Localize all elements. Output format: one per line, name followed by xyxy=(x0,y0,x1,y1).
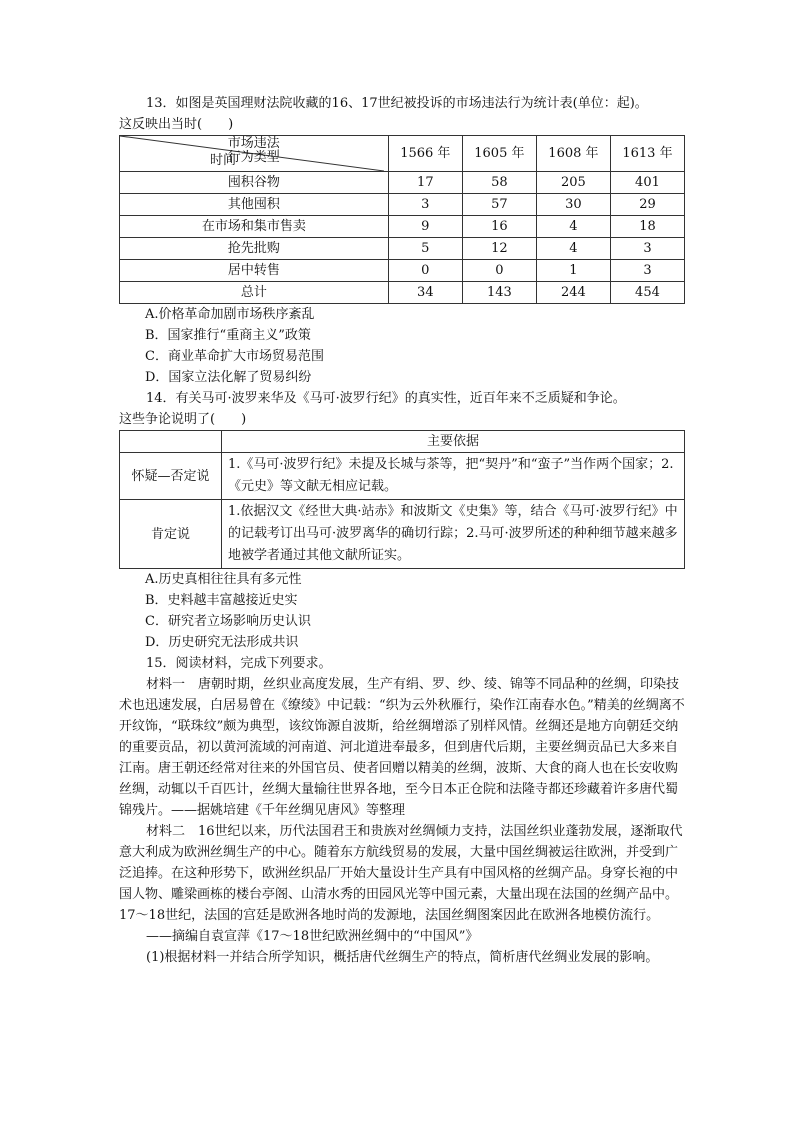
q14-option-a[interactable]: A.历史真相往往具有多元性 xyxy=(145,572,302,587)
q14-table xyxy=(119,430,685,569)
cell-value: 3 xyxy=(610,260,684,282)
cell-value: 4 xyxy=(536,216,610,238)
row-label: 肯定说 xyxy=(120,500,222,569)
cell-value: 17 xyxy=(388,172,462,194)
table-row xyxy=(120,500,685,569)
q14-stem-line2: 这些争论说明了( ) xyxy=(119,412,247,427)
q13-stem-line1: 13．如图是英国理财法院收藏的16、17世纪被投诉的市场违法行为统计表(单位：起)。 xyxy=(146,96,648,111)
row-label: 总计 xyxy=(120,282,389,304)
table-row xyxy=(120,172,685,194)
year-header: 1608 年 xyxy=(536,136,610,172)
exam-page xyxy=(119,93,685,968)
row-text: 1.《马可·波罗行纪》未提及长城与茶等，把“契丹”和“蛮子”当作两个国家；2.《元史》等文献无相应记载。 xyxy=(222,453,685,500)
table-corner-header xyxy=(120,136,389,172)
cell-value: 58 xyxy=(462,172,536,194)
cell-value: 12 xyxy=(462,238,536,260)
q13-option-c[interactable]: C．商业革命扩大市场贸易范围 xyxy=(145,349,324,364)
table-row xyxy=(120,194,685,216)
table-row xyxy=(120,453,685,500)
corner-mid-label: 行为类型 xyxy=(227,150,280,165)
row-label: 居中转售 xyxy=(120,260,389,282)
table-row xyxy=(120,238,685,260)
q13-table xyxy=(119,135,685,304)
cell-value: 4 xyxy=(536,238,610,260)
q14-stem-line1: 14．有关马可·波罗来华及《马可·波罗行纪》的真实性，近百年来不乏质疑和争论。 xyxy=(146,391,626,406)
cell-value: 30 xyxy=(536,194,610,216)
table-row xyxy=(120,260,685,282)
cell-value: 57 xyxy=(462,194,536,216)
year-header: 1566 年 xyxy=(388,136,462,172)
cell-value: 205 xyxy=(536,172,610,194)
corner-top-label: 市场违法 xyxy=(227,136,280,151)
row-label: 抢先批购 xyxy=(120,238,389,260)
q13-option-d[interactable]: D．国家立法化解了贸易纠纷 xyxy=(145,370,312,385)
q14-option-d[interactable]: D．历史研究无法形成共识 xyxy=(145,635,299,650)
year-header: 1605 年 xyxy=(462,136,536,172)
q15-material2: 材料二 16世纪以来，历代法国君王和贵族对丝绸倾力支持，法国丝织业蓬勃发展，逐渐取代意大利成为欧洲丝绸生产的中心。随着东方航线贸易的发展，大量中国丝绸被运往欧洲，并受到广泛追捧。在这种形势下，欧洲丝织品厂开始大量设计生产具有中国风格的丝绸产品。身穿长袍的中国人物、雕梁画栋的楼台亭阁、山清水秀的田园风光等中国元素，大量出现在法国的丝绸产品中。17～18世纪，法国的宫廷是欧洲各地时尚的发源地，法国丝绸图案因此在欧洲各地模仿流行。 xyxy=(119,824,683,923)
cell-value: 244 xyxy=(536,282,610,304)
cell-value: 3 xyxy=(388,194,462,216)
empty-header-cell xyxy=(120,431,222,453)
row-label: 在市场和集市售卖 xyxy=(120,216,389,238)
cell-value: 9 xyxy=(388,216,462,238)
cell-value: 34 xyxy=(388,282,462,304)
q15-stem: 15．阅读材料，完成下列要求。 xyxy=(146,656,332,671)
cell-value: 0 xyxy=(462,260,536,282)
cell-value: 5 xyxy=(388,238,462,260)
row-label: 怀疑—否定说 xyxy=(120,453,222,500)
q14-option-c[interactable]: C．研究者立场影响历史认识 xyxy=(145,614,311,629)
cell-value: 16 xyxy=(462,216,536,238)
cell-value: 1 xyxy=(536,260,610,282)
q13-option-a[interactable]: A.价格革命加剧市场秩序紊乱 xyxy=(145,307,315,322)
cell-value: 29 xyxy=(610,194,684,216)
cell-value: 18 xyxy=(610,216,684,238)
cell-value: 401 xyxy=(610,172,684,194)
corner-left-label: 时间 xyxy=(210,153,237,168)
cell-value: 454 xyxy=(610,282,684,304)
q13-option-b[interactable]: B．国家推行“重商主义”政策 xyxy=(145,328,311,343)
row-label: 其他囤积 xyxy=(120,194,389,216)
cell-value: 0 xyxy=(388,260,462,282)
q15-source2: ——摘编自袁宣萍《17～18世纪欧洲丝绸中的“中国风”》 xyxy=(146,929,479,944)
q15-question1: (1)根据材料一并结合所学知识，概括唐代丝绸生产的特点，简析唐代丝绸业发展的影响。 xyxy=(146,950,659,965)
cell-value: 143 xyxy=(462,282,536,304)
cell-value: 3 xyxy=(610,238,684,260)
q13-stem-line2: 这反映出当时( ) xyxy=(119,117,234,132)
q15-material1: 材料一 唐朝时期，丝织业高度发展，生产有绢、罗、纱、绫、锦等不同品种的丝绸，印染技术也迅速发展，白居易曾在《缭绫》中记载：“织为云外秋雁行，染作江南春水色。”精美的丝绸离不开纹饰，“联珠纹”颇为典型，该纹饰源自波斯，给丝绸增添了别样风情。丝绸还是地方向朝廷交纳的重要贡品，初以黄河流域的河南道、河北道进奉最多，但到唐代后期，主要丝绸贡品已大多来自江南。唐王朝还经常对往来的外国官员、使者回赠以精美的丝绸，波斯、大食的商人也在长安收购丝绸，动辄以千百匹计，丝绸大量输往世界各地，至今日本正仓院和法隆寺都还珍藏着许多唐代蜀锦残片。——据姚培建《千年丝绸见唐风》等整理 xyxy=(119,677,685,818)
basis-header: 主要依据 xyxy=(222,431,685,453)
year-header: 1613 年 xyxy=(610,136,684,172)
table-row-total xyxy=(120,282,685,304)
table-row xyxy=(120,216,685,238)
row-text: 1.依据汉文《经世大典·站赤》和波斯文《史集》等，结合《马可·波罗行纪》中的记载考订出马可·波罗离华的确切行踪；2.马可·波罗所述的种种细节越来越多地被学者通过其他文献所证实。 xyxy=(222,500,685,569)
q14-option-b[interactable]: B．史料越丰富越接近史实 xyxy=(145,593,298,608)
row-label: 囤积谷物 xyxy=(120,172,389,194)
